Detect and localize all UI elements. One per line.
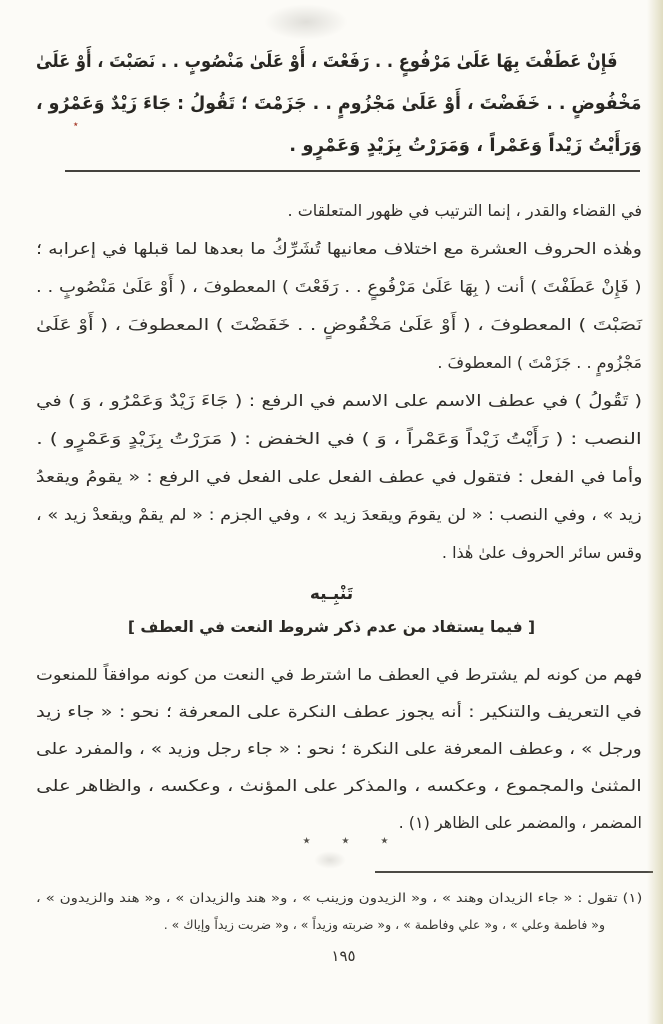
footnote-line-text: و« فاطمة وعلي » ، و« علي وفاطمة » ، و« ضربته وزيداً » ، و« ضربت زيداً وإياك » . — [163, 917, 605, 932]
commentary-line — [36, 420, 642, 458]
scan-smudge — [264, 4, 348, 40]
tanbih-line-text: المضمر ، والمضمر على الظاهر (١) . — [398, 813, 642, 832]
commentary-line-text: وهٰذه الحروف العشرة مع اختلاف معانيها تُشَرِّكُ ما بعدها لما قبلها في إعرابه ؛ — [36, 239, 642, 258]
commentary-line — [36, 496, 642, 534]
tanbih-line-text: ورجل » ، وعطف المعرفة على النكرة ؛ نحو : « جاء رجل وزيد » ، والمفرد على — [36, 739, 642, 758]
commentary-line — [36, 344, 642, 382]
tanbih-line-text: المثنىٰ والمجموع ، وعكسه ، والمذكر على المؤنث ، وعكسه ، والظاهر على — [36, 776, 642, 795]
commentary-line-text: ( فَإِنْ عَطَفْتَ ) أنت ( بِهَا عَلَىٰ مَرْفُوعٍ . . رَفَعْتَ ) المعطوفَ ، ( أَوْ عَلَىٰ مَنْصُوبٍ . . — [36, 277, 642, 296]
commentary-line — [36, 230, 642, 268]
commentary-line-text: في القضاء والقدر ، إنما الترتيب في ظهور المتعلقات . — [287, 201, 642, 220]
commentary-line-text: وأما في الفعل : فتقول في عطف الفعل على الفعل في الرفع : « يقومُ ويقعدُ — [35, 467, 642, 486]
tanbih-line — [36, 730, 642, 767]
footnote-line — [36, 884, 642, 911]
matn-line — [36, 41, 642, 83]
matn-line — [36, 125, 642, 167]
tanbih-paragraph-block — [36, 656, 642, 841]
section-subheading-bracketed: [ فيما يستفاد من عدم ذكر شروط النعت في العطف ] — [127, 618, 536, 636]
commentary-line-text: وقس سائر الحروف علىٰ هٰذا . — [441, 543, 642, 562]
asterisk-ornament: ٭ ٭ ٭ — [302, 831, 389, 849]
matn-commentary-divider — [65, 170, 640, 172]
commentary-line-text: نَصَبْتَ ) المعطوفَ ، ( أَوْ عَلَىٰ مَخْفُوضٍ . . خَفَضْتَ ) المعطوفَ ، ( أَوْ عَلَىٰ — [35, 315, 642, 334]
matn-text-block — [36, 41, 642, 167]
tanbih-line-text: فهم من كونه لم يشترط في العطف ما اشترط في النعت من كونه موافقاً للمنعوت — [35, 665, 642, 684]
commentary-line — [36, 306, 642, 344]
footnote-line — [36, 911, 642, 938]
commentary-line — [36, 534, 642, 572]
footnote-divider — [375, 871, 653, 873]
commentary-line-text: ( تَقُولُ ) في عطف الاسم على الاسم في الرفع : ( جَاءَ زَيْدٌ وَعَمْرُو ، وَ ) في — [35, 391, 642, 410]
commentary-line-text: زيد » ، وفي النصب : « لن يقومَ ويقعدَ زيد » ، وفي الجزم : « لم يقمْ ويقعدْ زيد » ، — [36, 505, 642, 524]
tanbih-line — [36, 693, 642, 730]
matn-line-text: وَرَأَيْتُ زَيْداً وَعَمْراً ، وَمَرَرْتُ بِزَيْدٍ وَعَمْرٍو . — [289, 135, 642, 156]
tanbih-line — [36, 656, 642, 693]
commentary-line-text: النصب : ( رَأَيْتُ زَيْداً وَعَمْراً ، وَ ) في الخفض : ( مَرَرْتُ بِزَيْدٍ وَعَمْرٍو ) . — [36, 429, 642, 448]
page-number: ١٩٥ — [331, 947, 356, 965]
red-asterisk-mark: ٭ — [73, 119, 79, 130]
footnote-block — [36, 884, 642, 938]
section-heading-tanbih: تَنْبِـيه — [309, 584, 354, 604]
commentary-line — [36, 458, 642, 496]
tanbih-line-text: في التعريف والتنكير : أنه يجوز عطف النكرة على المعرفة ؛ نحو : « جاء زيد — [36, 702, 642, 721]
matn-line — [36, 83, 642, 125]
tanbih-line — [36, 767, 642, 804]
commentary-block — [36, 192, 642, 572]
scan-smudge — [314, 851, 346, 869]
matn-line-text: مَخْفُوضٍ . . خَفَضْتَ ، أَوْ عَلَىٰ مَجْزُومٍ . . جَزَمْتَ ؛ تَقُولُ : جَاءَ زَيْدٌ وَعَمْرُو ، — [36, 93, 642, 114]
commentary-line — [36, 382, 642, 420]
commentary-line — [36, 268, 642, 306]
footnote-line-text: (١) تقول : « جاء الزيدان وهند » ، و« الزيدون وزينب » ، و« هند والزيدان » ، و« هند والزيدون » ، — [35, 890, 642, 905]
commentary-line-text: مَجْزُومٍ . . جَزَمْتَ ) المعطوفَ . — [437, 353, 642, 372]
commentary-line — [36, 192, 642, 230]
matn-line-text: فَإِنْ عَطَفْتَ بِهَا عَلَىٰ مَرْفُوعٍ . . رَفَعْتَ ، أَوْ عَلَىٰ مَنْصُوبٍ . . نَصَبْتَ ، أَوْ عَلَىٰ — [36, 51, 618, 72]
